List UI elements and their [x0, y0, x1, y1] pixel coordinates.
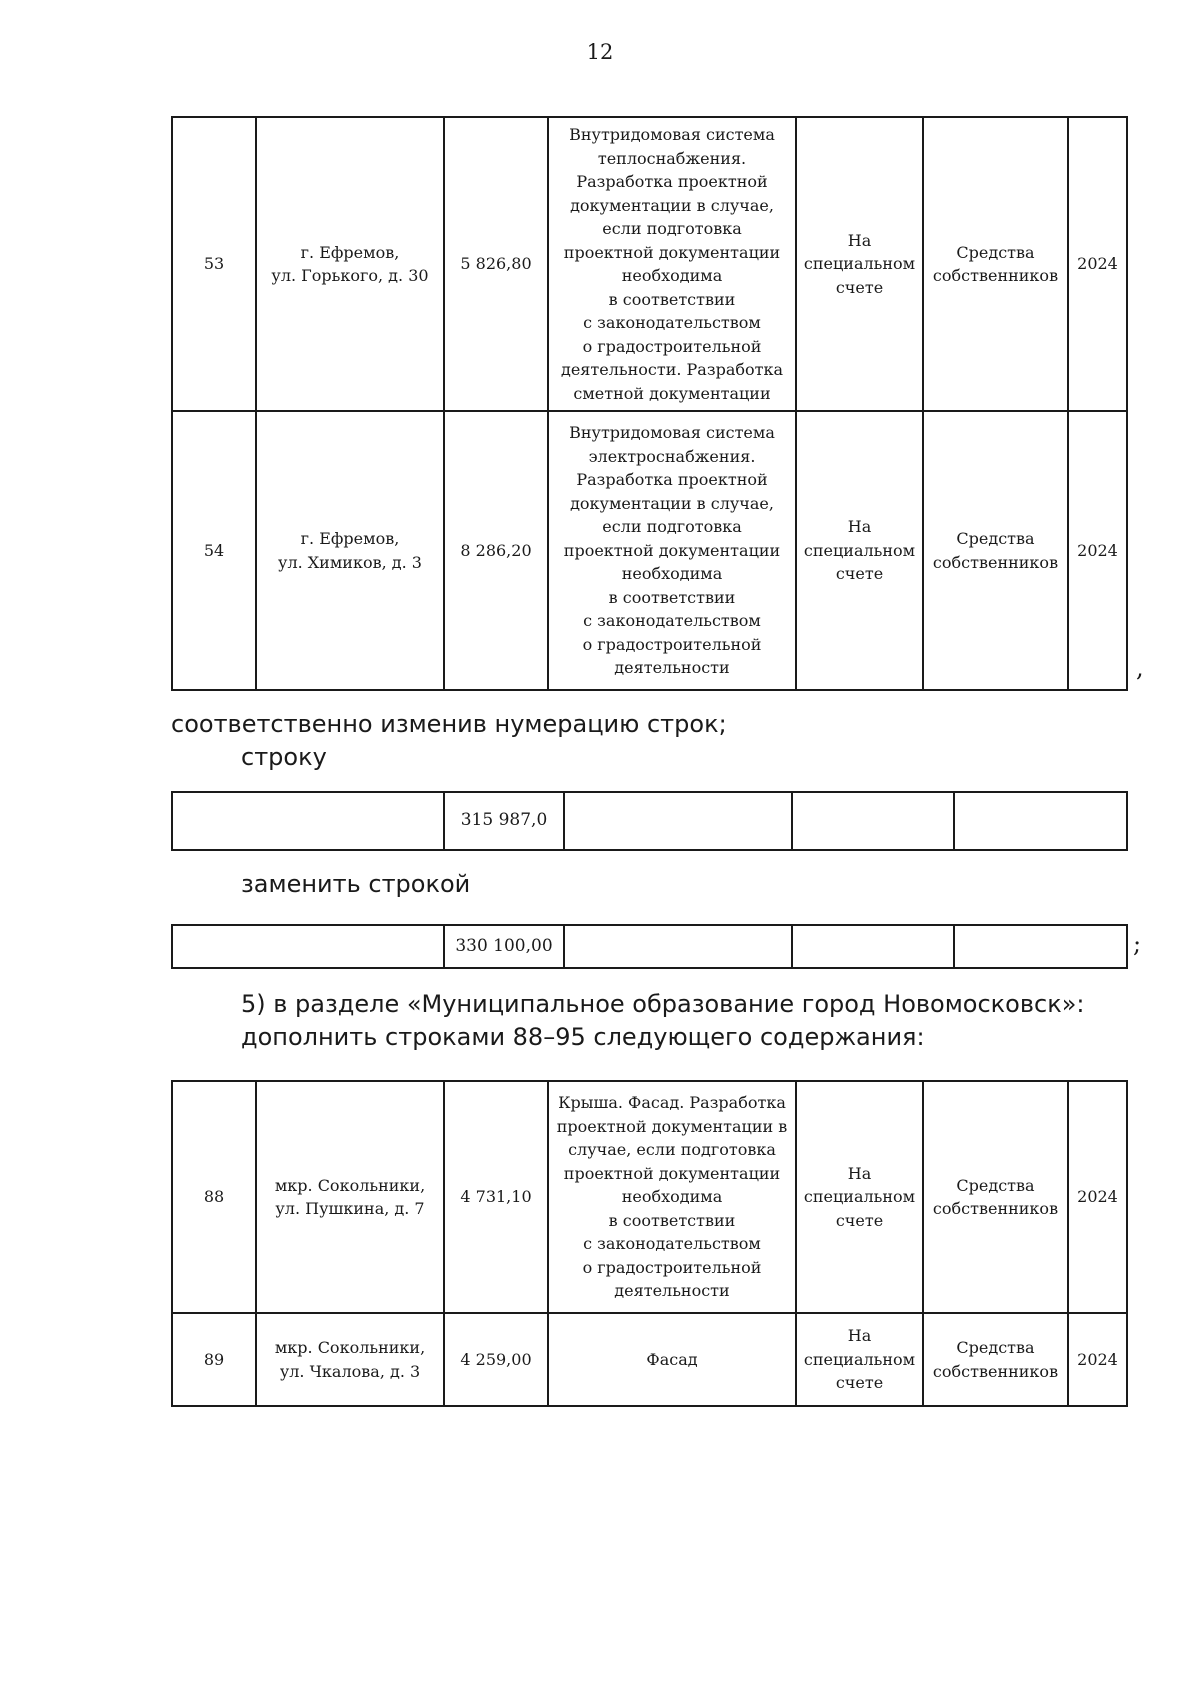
- source-cell: Средства собственников: [923, 117, 1068, 411]
- source-cell: Средства собственников: [923, 411, 1068, 690]
- area-cell: 4 731,10: [444, 1081, 548, 1313]
- new-sum-value: 330 100,00: [444, 925, 564, 968]
- area-cell: 4 259,00: [444, 1313, 548, 1406]
- table-row: [172, 117, 1127, 411]
- replace-with-text: заменить строкой: [241, 870, 471, 898]
- works-cell: Внутридомовая система электроснабжения. Разработка проектной документации в случае, если подготовка проектной документации необходима в соответствии с законодательством о градостроительной деятельности: [548, 411, 796, 690]
- old-sum-empty-cell: [792, 792, 954, 850]
- new-sum-row: [171, 924, 1128, 969]
- works-table-bottom: [171, 1080, 1128, 1407]
- row-number-cell: 88: [172, 1081, 256, 1313]
- address-cell: г. Ефремов, ул. Горького, д. 30: [256, 117, 444, 411]
- method-cell: На специальном счете: [796, 117, 923, 411]
- works-cell: Крыша. Фасад. Разработка проектной документации в случае, если подготовка проектной документации необходима в соответствии с законодательством о градостроительной деятельности: [548, 1081, 796, 1313]
- table-row: [172, 411, 1127, 690]
- new-sum-empty-cell: [792, 925, 954, 968]
- year-cell: 2024: [1068, 411, 1127, 690]
- row-number-cell: 53: [172, 117, 256, 411]
- new-sum-empty-cell: [954, 925, 1127, 968]
- row-number-cell: 54: [172, 411, 256, 690]
- method-cell: На специальном счете: [796, 1313, 923, 1406]
- line-word-text: строку: [241, 743, 327, 771]
- method-cell: На специальном счете: [796, 411, 923, 690]
- new-sum-empty-cell: [564, 925, 792, 968]
- renumber-text: соответственно изменив нумерацию строк;: [171, 710, 727, 738]
- section-5-subheading: дополнить строками 88–95 следующего содержания:: [241, 1023, 925, 1051]
- year-cell: 2024: [1068, 1313, 1127, 1406]
- address-cell: мкр. Сокольники, ул. Пушкина, д. 7: [256, 1081, 444, 1313]
- table-row: [172, 1081, 1127, 1313]
- area-cell: 5 826,80: [444, 117, 548, 411]
- works-cell: Фасад: [548, 1313, 796, 1406]
- source-cell: Средства собственников: [923, 1081, 1068, 1313]
- old-sum-empty-cell: [172, 792, 444, 850]
- method-cell: На специальном счете: [796, 1081, 923, 1313]
- area-cell: 8 286,20: [444, 411, 548, 690]
- page-number: 12: [586, 40, 614, 64]
- row-number-cell: 89: [172, 1313, 256, 1406]
- works-cell: Внутридомовая система теплоснабжения. Разработка проектной документации в случае, если подготовка проектной документации необходима в соответствии с законодательством о градостроительной деятельности. Разработка сметной документации: [548, 117, 796, 411]
- source-cell: Средства собственников: [923, 1313, 1068, 1406]
- year-cell: 2024: [1068, 1081, 1127, 1313]
- section-5-heading: 5) в разделе «Муниципальное образование город Новомосковск»:: [241, 990, 1085, 1018]
- old-sum-value: 315 987,0: [444, 792, 564, 850]
- new-sum-empty-cell: [172, 925, 444, 968]
- table-end-comma: ,: [1136, 654, 1144, 682]
- table-row: [172, 1313, 1127, 1406]
- old-sum-empty-cell: [954, 792, 1127, 850]
- address-cell: г. Ефремов, ул. Химиков, д. 3: [256, 411, 444, 690]
- old-sum-empty-cell: [564, 792, 792, 850]
- year-cell: 2024: [1068, 117, 1127, 411]
- old-sum-row: [171, 791, 1128, 851]
- row-end-semicolon: ;: [1133, 930, 1142, 958]
- works-table-top: [171, 116, 1128, 691]
- address-cell: мкр. Сокольники, ул. Чкалова, д. 3: [256, 1313, 444, 1406]
